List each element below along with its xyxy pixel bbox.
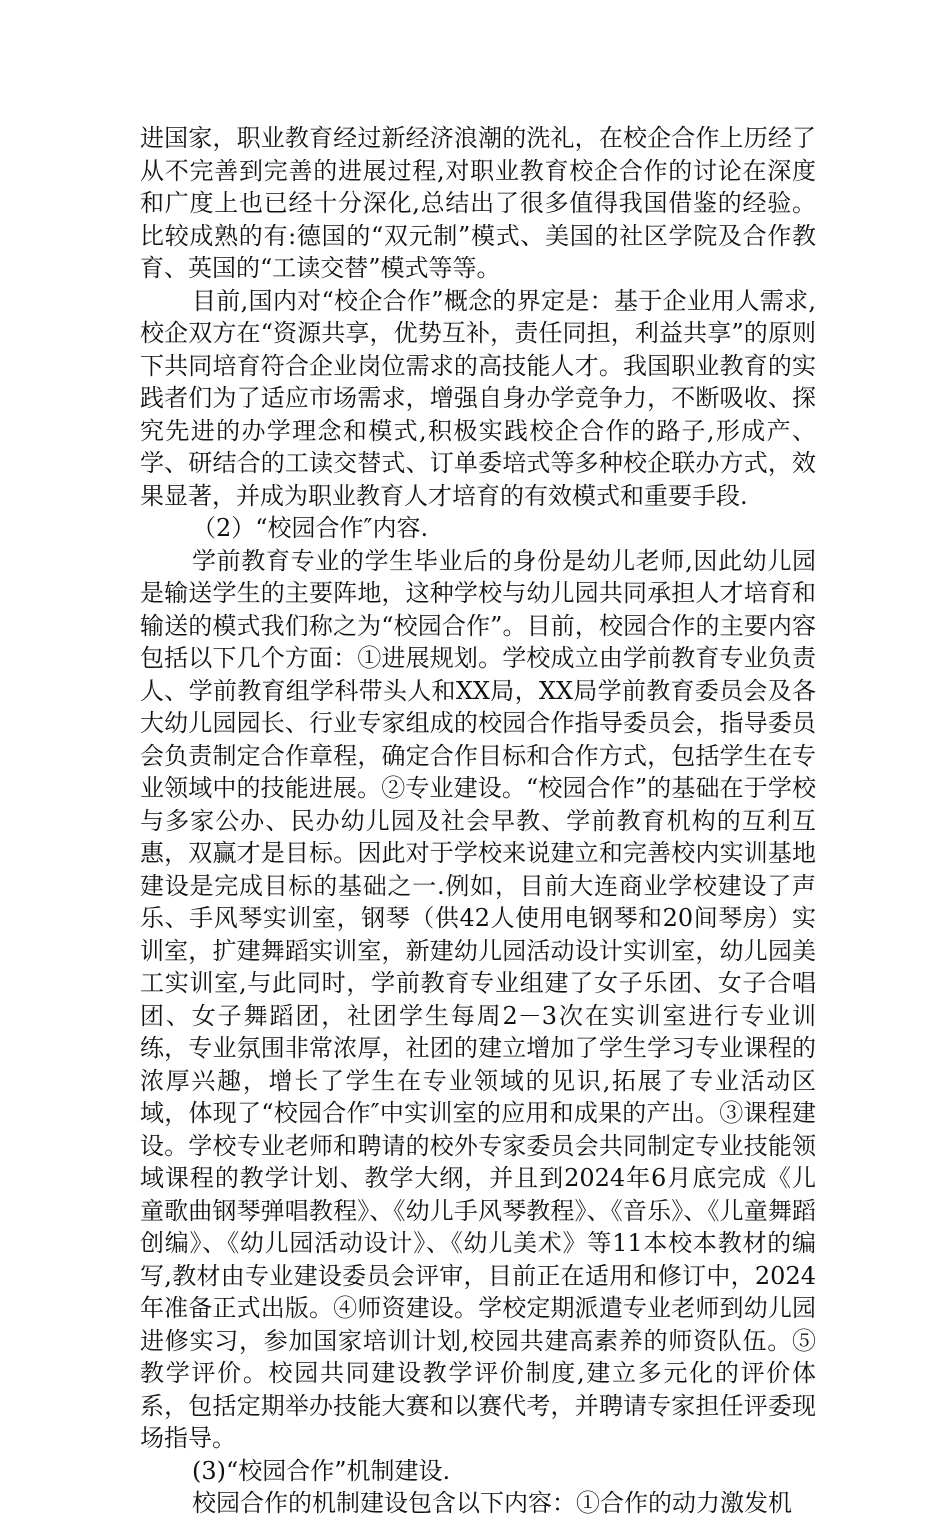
paragraph-intro: 进国家，职业教育经过新经济浪潮的洗礼，在校企合作上历经了从不完善到完善的进展过程,对职业教育校企合作的讨论在深度和广度上也已经十分深化,总结出了很多值得我国借鉴的经验。比较成熟的有:德国的“双元制”模式、美国的社区学院及合作教育、英国的“工读交替”模式等等。 [140,124,816,282]
paragraph-content: 学前教育专业的学生毕业后的身份是幼儿老师,因此幼儿园是输送学生的主要阵地，这种学校与幼儿园共同承担人才培育和输送的模式我们称之为“校园合作”。目前，校园合作的主要内容包括以下几个方面：①进展规划。学校成立由学前教育专业负责人、学前教育组学科带头人和XX局，XX局学前教育委员会及各大幼儿园园长、行业专家组成的校园合作指导委员会，指导委员会负责制定合作章程，确定合作目标和合作方式，包括学生在专业领域中的技能进展。②专业建设。“校园合作”的基础在于学校与多家公办、民办幼儿园及社会早教、学前教育机构的互利互惠，双赢才是目标。因此对于学校来说建立和完善校内实训基地建设是完成目标的基础之一.例如，目前大连商业学校建设了声乐、手风琴实训室，钢琴（供42人使用电钢琴和20间琴房）实训室，扩建舞蹈实训室，新建幼儿园活动设计实训室，幼儿园美工实训室,与此同时，学前教育专业组建了女子乐团、女子合唱团、女子舞蹈团，社团学生每周2－3次在实训室进行专业训练，专业氛围非常浓厚，社团的建立增加了学生学习专业课程的浓厚兴趣，增长了学生在专业领域的见识,拓展了专业活动区域，体现了“校园合作″中实训室的应用和成果的产出。③课程建设。学校专业老师和聘请的校外专家委员会共同制定专业技能领域课程的教学计划、教学大纲，并且到2024年6月底完成《儿童歌曲钢琴弹唱教程》、《幼儿手风琴教程》、《音乐》、《儿童舞蹈创编》、《幼儿园活动设计》、《幼儿美术》等11本校本教材的编写,教材由专业建设委员会评审，目前正在适用和修订中，2024年准备正式出版。④师资建设。学校定期派遣专业老师到幼儿园进修实习，参加国家培训计划,校园共建高素养的师资队伍。⑤教学评价。校园共同建设教学评价制度,建立多元化的评价体系，包括定期举办技能大赛和以赛代考，并聘请专家担任评委现场指导。 [140,546,816,1452]
paragraph-definition: 目前,国内对“校企合作”概念的界定是：基于企业用人需求,校企双方在“资源共享，优势互补，责任同担，利益共享”的原则下共同培育符合企业岗位需求的高技能人才。我国职业教育的实践者们为了适应市场需求，增强自身办学竞争力，不断吸收、探究先进的办学理念和模式,积极实践校企合作的路子,形成产、学、研结合的工读交替式、订单委培式等多种校企联办方式，效果显著，并成为职业教育人才培育的有效模式和重要手段. [140,286,816,510]
section-heading-content: （2）“校园合作″内容. [192,514,429,542]
document-page [140,122,816,1520]
paragraph-mechanism: 校园合作的机制建设包含以下内容：①合作的动力激发机 [192,1489,792,1517]
section-heading-mechanism: (3)“校园合作”机制建设. [192,1456,451,1485]
